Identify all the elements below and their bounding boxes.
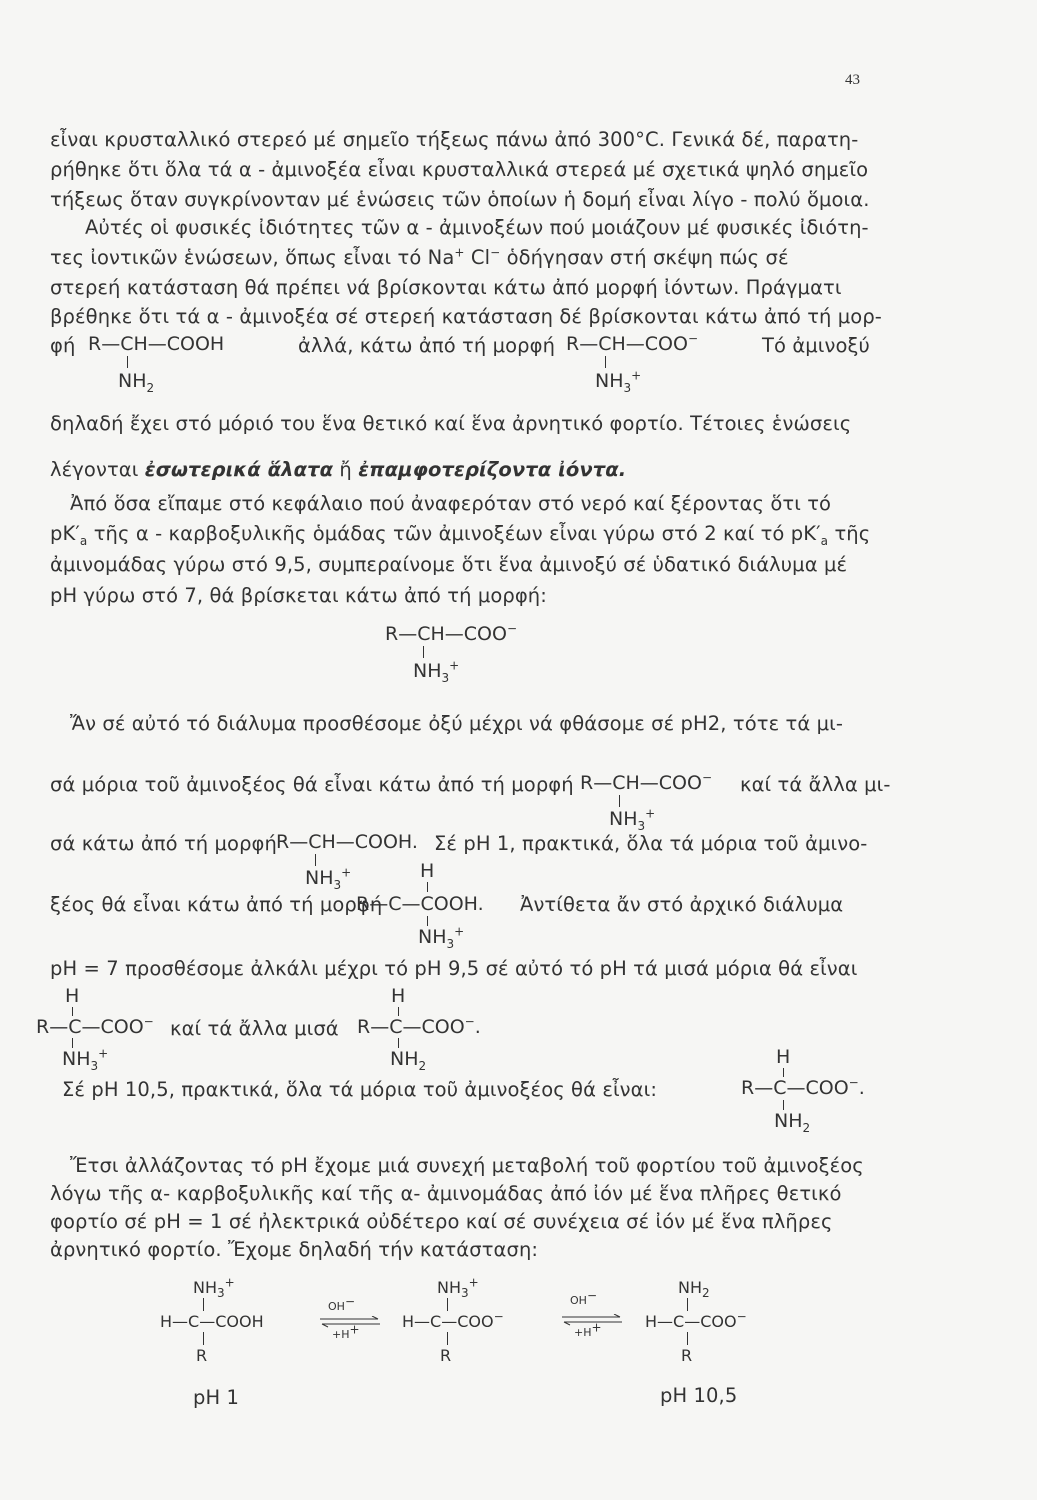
formula-nh2: $NH_2$ [390, 1048, 427, 1073]
page-number: 43 [845, 72, 860, 88]
text-line: Ἀντίθετα ἄν στό ἀρχικό διάλυμα [520, 893, 844, 916]
bond-line [315, 854, 316, 866]
formula-zwitterion: R—CH—COO− [385, 621, 517, 645]
bond-line [783, 1100, 784, 1110]
formula-carbon-acid: R—C—COOH. [356, 893, 484, 915]
scheme-r: R [196, 1346, 208, 1365]
bond-line [783, 1068, 784, 1077]
formula-nh3: $NH_3^+$ [413, 658, 460, 685]
scheme-zwitterion: H—C—COO− [402, 1309, 504, 1331]
bond-line [203, 1332, 204, 1345]
formula-h: H [776, 1046, 791, 1068]
text-line: φορτίο σέ pH = 1 σέ ἠλεκτρικά οὐδέτερο καί σέ συνέχεια σέ ἰόν μέ ἕνα πλῆρες [50, 1210, 833, 1233]
text-line: pH γύρω στό 7, θά βρίσκεται κάτω ἀπό τή μορφή: [50, 584, 547, 607]
formula-h: H [65, 985, 80, 1007]
scheme-label-ph105: pH 10,5 [660, 1384, 738, 1407]
bond-line [687, 1332, 688, 1345]
arrow-label-h: +H+ [574, 1320, 602, 1339]
text-line: σά κάτω ἀπό τή μορφή [50, 832, 277, 855]
formula-nh2: $NH_2$ [774, 1110, 811, 1135]
formula-nh2: $NH_2$ [118, 370, 155, 395]
text-line: Τό ἀμινοξύ [762, 334, 870, 357]
bond-line [127, 356, 128, 368]
formula-h: H [391, 985, 406, 1007]
arrow-label-oh: OH− [328, 1294, 355, 1313]
formula-carboxylate: R—C—COO−. [741, 1075, 865, 1099]
text-line: φή [50, 334, 76, 357]
text-line: λέγονται ἐσωτερικά ἅλατα ἤ ἐπαμφοτερίζοντα ἰόντα. [50, 458, 627, 481]
formula-carboxylate: R—C—COO− [36, 1014, 154, 1038]
formula-nh3: $NH_3^+$ [418, 924, 465, 951]
formula-zwitterion: R—CH—COO− [580, 770, 712, 794]
formula-nh3: $NH_3^+$ [595, 368, 642, 395]
bond-line [398, 1007, 399, 1016]
text-line: τες ἰοντικῶν ἑνώσεων, ὅπως εἶναι τό Na+ Cl− ὁδήγησαν στή σκέψη πώς σέ [50, 245, 789, 269]
bond-line [619, 795, 620, 807]
formula-carboxylate: R—C—COO−. [357, 1014, 481, 1038]
bond-line [427, 916, 428, 926]
text-line: Ἔτσι ἀλλάζοντας τό pH ἔχομε μιά συνεχή μεταβολή τοῦ φορτίου τοῦ ἀμινοξέος [70, 1154, 864, 1177]
scheme-anion: H—C—COO− [645, 1309, 747, 1331]
bond-line [203, 1298, 204, 1311]
formula-nh3: $NH_3^+$ [305, 865, 352, 892]
scheme-r: R [681, 1346, 693, 1365]
formula-acid: R—CH—COOH [88, 333, 225, 355]
text-line: ξέος θά εἶναι κάτω ἀπό τή μορφή [50, 893, 383, 916]
scheme-acid: H—C—COOH [160, 1312, 264, 1331]
text-line: ἀλλά, κάτω ἀπό τή μορφή [298, 334, 556, 357]
scheme-r: R [440, 1346, 452, 1365]
text-line: Αὐτές οἱ φυσικές ἰδιότητες τῶν α - ἀμινοξέων πού μοιάζουν μέ φυσικές ἰδιότη- [85, 216, 869, 239]
text-line: ἀμινομάδας γύρω στό 9,5, συμπεραίνομε ὅτι ἕνα ἀμινοξύ σέ ὑδατικό διάλυμα μέ [50, 553, 848, 576]
text-line: βρέθηκε ὅτι τά α - ἀμινοξέα σέ στερεή κατάσταση δέ βρίσκονται κάτω ἀπό τή μορ- [50, 305, 882, 328]
formula-nh3: $NH_3^+$ [62, 1046, 109, 1073]
formula-acid: R—CH—COOH. [276, 831, 418, 853]
arrow-label-oh: OH− [570, 1288, 597, 1307]
text-line: σά μόρια τοῦ ἀμινοξέος θά εἶναι κάτω ἀπό τή μορφή [50, 773, 574, 796]
scheme-nh3: $NH_3^+$ [193, 1275, 235, 1301]
formula-zwitterion: R—CH—COO− [566, 331, 698, 355]
bond-line [72, 1007, 73, 1016]
text-line: Σέ pH 10,5, πρακτικά, ὅλα τά μόρια τοῦ ἀμινοξέος θά εἶναι: [62, 1078, 657, 1101]
bond-line [687, 1298, 688, 1311]
text-line: καί τά ἄλλα μι- [740, 773, 891, 796]
text-line: $pK'_a$ τῆς α - καρβοξυλικῆς ὁμάδας τῶν ἀμινοξέων εἶναι γύρω στό 2 καί τό $pK'_a$ τῆς [50, 522, 871, 548]
bond-line [447, 1332, 448, 1345]
bond-line [423, 646, 424, 658]
text-line: στερεή κατάσταση θά πρέπει νά βρίσκονται κάτω ἀπό μορφή ἰόντων. Πράγματι [50, 276, 842, 299]
text-line: Ἀπό ὅσα εἴπαμε στό κεφάλαιο πού ἀναφερόταν στό νερό καί ξέροντας ὅτι τό [70, 492, 832, 515]
text-line: λόγω τῆς α- καρβοξυλικῆς καί τῆς α- ἀμινομάδας ἀπό ἰόν μέ ἕνα πλῆρες θετικό [50, 1182, 842, 1205]
scheme-label-ph1: pH 1 [193, 1386, 240, 1409]
text-line: Ἄν σέ αὐτό τό διάλυμα προσθέσομε ὀξύ μέχρι νά φθάσομε σέ pH2, τότε τά μι- [70, 712, 843, 735]
text-line: Σέ pH 1, πρακτικά, ὅλα τά μόρια τοῦ ἀμινο- [434, 832, 868, 855]
bond-line [605, 356, 606, 368]
text-line: pH = 7 προσθέσομε ἀλκάλι μέχρι τό pH 9,5 σέ αὐτό τό pH τά μισά μόρια θά εἶναι [50, 957, 858, 980]
text-line: τήξεως ὅταν συγκρίνονταν μέ ἑνώσεις τῶν ὁποίων ἡ δομή εἶναι λίγο - πολύ ὅμοια. [50, 188, 870, 211]
scheme-nh2: $NH_2$ [678, 1278, 710, 1301]
scheme-nh3: $NH_3^+$ [437, 1275, 479, 1301]
formula-nh3: $NH_3^+$ [609, 806, 656, 833]
text-line: ἀρνητικό φορτίο. Ἔχομε δηλαδή τήν κατάσταση: [50, 1238, 539, 1261]
formula-h: H [420, 860, 435, 882]
bond-line [447, 1298, 448, 1311]
text-line: εἶναι κρυσταλλικό στερεό μέ σημεῖο τήξεως πάνω ἀπό 300°C. Γενικά δέ, παρατη- [50, 128, 859, 151]
arrow-label-h: +H+ [332, 1322, 360, 1341]
bond-line [398, 1038, 399, 1048]
bond-line [427, 882, 428, 892]
text-line: δηλαδή ἔχει στό μόριό του ἕνα θετικό καί ἕνα ἀρνητικό φορτίο. Τέτοιες ἑνώσεις [50, 412, 852, 435]
text-line: καί τά ἄλλα μισά [170, 1017, 339, 1040]
text-line: ρήθηκε ὅτι ὅλα τά α - ἀμινοξέα εἶναι κρυσταλλικά στερεά μέ σχετικά ψηλό σημεῖο [50, 158, 869, 181]
bond-line [72, 1038, 73, 1048]
